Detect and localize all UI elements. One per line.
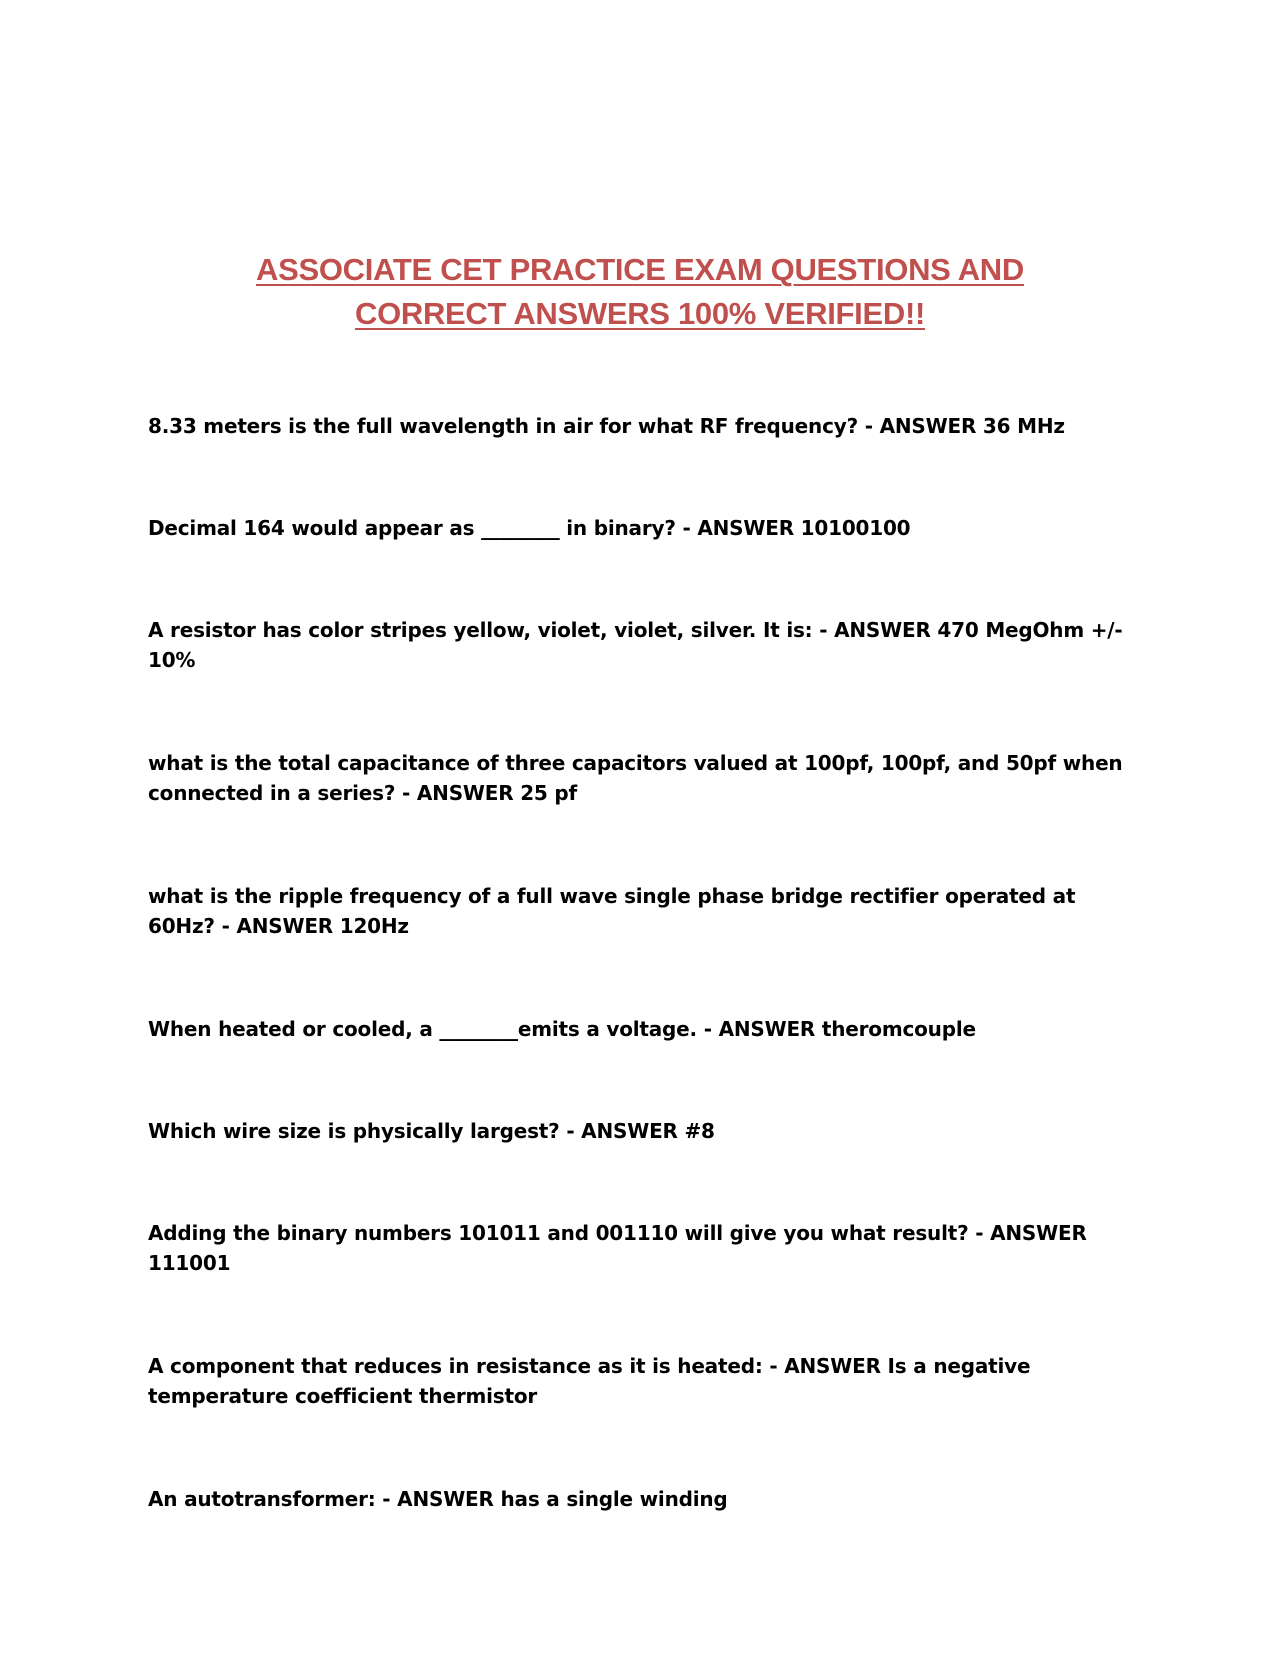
qa-item: A resistor has color stripes yellow, violet, violet, silver. It is: - ANSWER 470 MegOhm +/- 10%	[148, 618, 1123, 672]
title-line-2: CORRECT ANSWERS 100% VERIFIED!!	[354, 296, 925, 331]
qa-item: When heated or cooled, a ________emits a voltage. - ANSWER theromcouple	[148, 1017, 976, 1041]
qa-item: what is the total capacitance of three capacitors valued at 100pf, 100pf, and 50pf when connected in a series? - ANSWER 25 pf	[148, 751, 1123, 805]
document-title	[0, 248, 1280, 336]
qa-item: 8.33 meters is the full wavelength in air for what RF frequency? - ANSWER 36 MHz	[148, 414, 1065, 438]
qa-item: A component that reduces in resistance as it is heated: - ANSWER Is a negative temperature coefficient thermistor	[148, 1354, 1031, 1408]
qa-item: Which wire size is physically largest? - ANSWER #8	[148, 1119, 715, 1143]
qa-item: An autotransformer: - ANSWER has a single winding	[148, 1487, 728, 1511]
qa-item: Decimal 164 would appear as ________ in binary? - ANSWER 10100100	[148, 516, 911, 540]
qa-item: what is the ripple frequency of a full wave single phase bridge rectifier operated at 60Hz? - ANSWER 120Hz	[148, 884, 1076, 938]
qa-item: Adding the binary numbers 101011 and 001110 will give you what result? - ANSWER 111001	[148, 1221, 1087, 1275]
title-line-1: ASSOCIATE CET PRACTICE EXAM QUESTIONS AND	[256, 252, 1024, 287]
